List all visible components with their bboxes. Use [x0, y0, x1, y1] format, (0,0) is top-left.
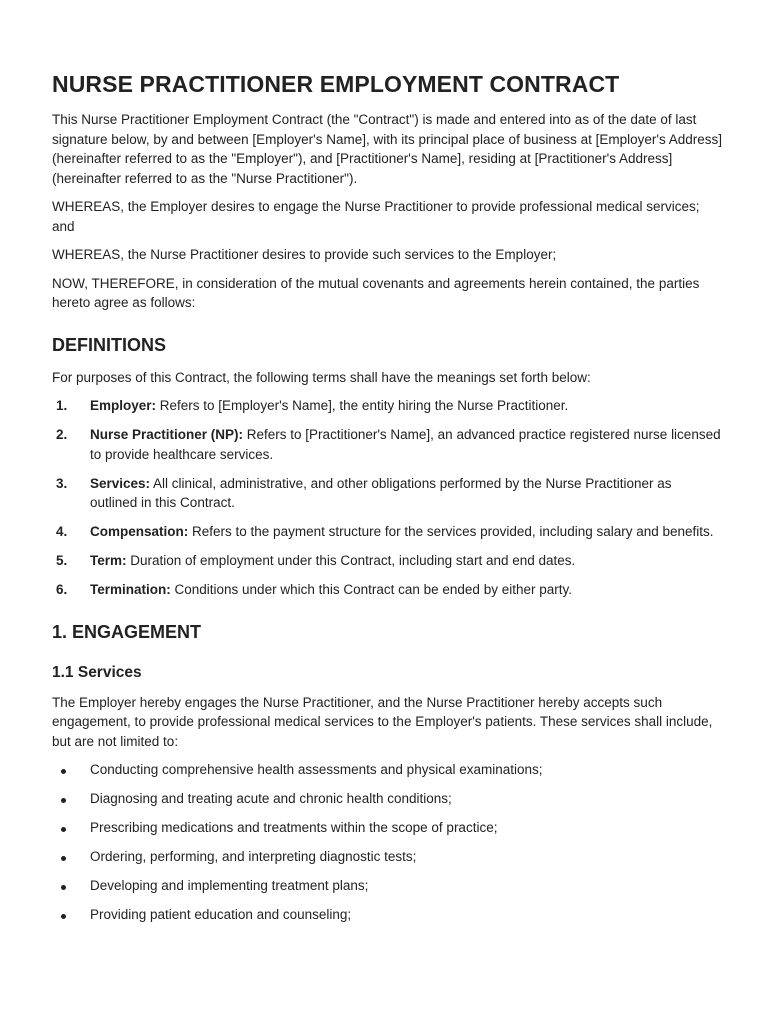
definition-item — [52, 425, 722, 464]
definition-number: 2. — [56, 427, 68, 442]
definition-number: 5. — [56, 553, 68, 568]
subsection-heading-services: 1.1 Services — [52, 663, 142, 681]
definition-number: 4. — [56, 524, 68, 539]
list-item — [52, 876, 722, 896]
list-item-text: Ordering, performing, and interpreting diagnostic tests; — [90, 849, 417, 864]
definition-term: Nurse Practitioner (NP): — [90, 427, 244, 442]
definition-number: 3. — [56, 475, 68, 491]
definition-item — [52, 396, 722, 416]
definitions-list — [52, 396, 722, 600]
bullet-icon — [52, 876, 90, 896]
document-page — [52, 70, 722, 934]
now-therefore-clause: NOW, THEREFORE, in consideration of the mutual covenants and agreements herein contained, the parties hereto agree as follows: — [52, 275, 700, 310]
definition-item — [52, 551, 722, 571]
list-item — [52, 789, 722, 809]
list-item-text: Conducting comprehensive health assessments and physical examinations; — [90, 762, 543, 777]
definition-term: Employer: — [90, 398, 157, 413]
services-list — [52, 760, 722, 925]
definition-term: Services: — [90, 475, 151, 491]
list-item — [52, 818, 722, 838]
definition-term: Term: — [90, 553, 127, 568]
definition-text: All clinical, administrative, and other obligations performed by the Nurse Practitioner as outlined in this Contract. — [90, 475, 672, 510]
definition-number: 6. — [56, 582, 68, 597]
bullet-icon — [52, 818, 90, 838]
definition-text: Refers to the payment structure for the services provided, including salary and benefits. — [188, 524, 714, 539]
whereas-clause: WHEREAS, the Employer desires to engage the Nurse Practitioner to provide professional medical services; and — [52, 199, 700, 234]
definition-item — [52, 580, 722, 600]
bullet-icon — [52, 905, 90, 925]
list-item-text: Diagnosing and treating acute and chronic health conditions; — [90, 791, 452, 806]
definition-number: 1. — [56, 398, 68, 413]
bullet-icon — [52, 789, 90, 809]
definition-text: Refers to [Employer's Name], the entity hiring the Nurse Practitioner. — [156, 398, 569, 413]
list-item-text: Developing and implementing treatment plans; — [90, 878, 369, 893]
document-title: NURSE PRACTITIONER EMPLOYMENT CONTRACT — [52, 71, 620, 97]
definition-term: Compensation: — [90, 524, 189, 539]
whereas-clause: WHEREAS, the Nurse Practitioner desires to provide such services to the Employer; — [52, 247, 557, 262]
list-item-text: Prescribing medications and treatments within the scope of practice; — [90, 820, 498, 835]
intro-paragraph: This Nurse Practitioner Employment Contract (the "Contract") is made and entered into as of the date of last signature below, by and between [Employer's Name], with its principal place of business at [Employer's Address] (hereinafter referred to as the "Employer"), and [Practitioner's Name], residing at [Practitioner's Address] (hereinafter referred to as the "Nurse Practitioner"). — [52, 112, 722, 186]
list-item — [52, 760, 722, 780]
section-heading-definitions: DEFINITIONS — [52, 334, 167, 355]
definitions-lead: For purposes of this Contract, the following terms shall have the meanings set forth below: — [52, 369, 591, 385]
definition-text: Conditions under which this Contract can be ended by either party. — [170, 582, 572, 597]
definition-item — [52, 474, 722, 513]
definition-text: Duration of employment under this Contract, including start and end dates. — [126, 553, 576, 568]
list-item — [52, 847, 722, 867]
list-item — [52, 905, 722, 925]
list-item-text: Providing patient education and counseling; — [90, 907, 352, 922]
bullet-icon — [52, 847, 90, 867]
section-heading-engagement: 1. ENGAGEMENT — [52, 621, 202, 642]
definition-item — [52, 522, 722, 542]
definition-term: Termination: — [90, 582, 171, 597]
definition-text: Refers to [Practitioner's Name], an advanced practice registered nurse licensed to provide healthcare services. — [90, 427, 721, 462]
services-lead: The Employer hereby engages the Nurse Practitioner, and the Nurse Practitioner hereby accepts such engagement, to provide professional medical services to the Employer's patients. These services shall include, but are not limited to: — [52, 694, 713, 749]
bullet-icon — [52, 760, 90, 780]
